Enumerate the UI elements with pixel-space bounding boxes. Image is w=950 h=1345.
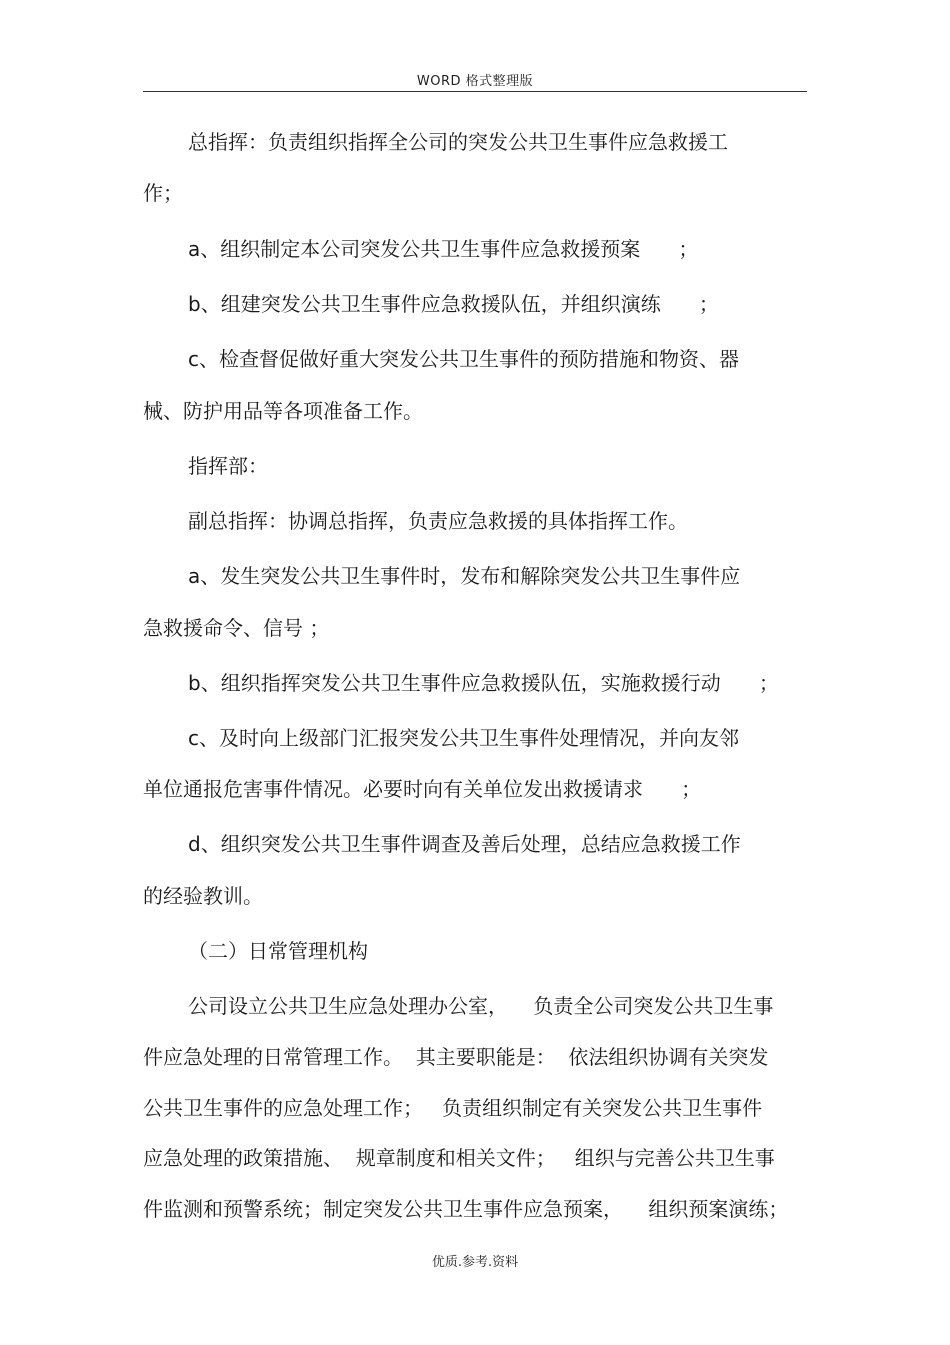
page-header: WORD 格式整理版 (416, 74, 534, 89)
paragraph-line: c、及时向上级部门汇报突发公共卫生事件处理情况，并向友邻 (188, 726, 739, 750)
paragraph-line: 急救援命令、信号 ； (143, 616, 330, 640)
section-heading: （二）日常管理机构 (188, 939, 368, 963)
paragraph-line: 应急处理的政策措施、 规章制度和相关文件； 组织与完善公共卫生事 (143, 1146, 775, 1170)
page-footer: 优质.参考.资料 (431, 1255, 519, 1270)
header-divider (143, 91, 807, 92)
paragraph-line: a、组织制定本公司突发公共卫生事件应急救援预案 ； (188, 237, 699, 261)
paragraph-line: 的经验教训。 (143, 884, 263, 908)
paragraph-line: 件应急处理的日常管理工作。 其主要职能是： 依法组织协调有关突发 (143, 1045, 769, 1069)
paragraph-line: b、组织指挥突发公共卫生事件应急救援队伍，实施救援行动 ； (188, 671, 779, 695)
paragraph-line: 指挥部： (188, 454, 268, 478)
paragraph-line: 作； (143, 181, 183, 205)
paragraph-line: b、组建突发公共卫生事件应急救援队伍，并组织演练 ； (188, 292, 719, 316)
paragraph-line: a、发生突发公共卫生事件时，发布和解除突发公共卫生事件应 (188, 564, 741, 588)
paragraph-line: 公共卫生事件的应急处理工作； 负责组织制定有关突发公共卫生事件 (143, 1096, 763, 1120)
paragraph-line: 公司设立公共卫生应急处理办公室， 负责全公司突发公共卫生事 (188, 994, 774, 1018)
paragraph-line: 械、防护用品等各项准备工作。 (143, 399, 423, 423)
paragraph-line: c、检查督促做好重大突发公共卫生事件的预防措施和物资、器 (188, 347, 739, 371)
paragraph-line: 件监测和预警系统；制定突发公共卫生事件应急预案， 组织预案演练； (143, 1197, 789, 1221)
paragraph-line: 总指挥：负责组织指挥全公司的突发公共卫生事件应急救援工 (188, 130, 728, 154)
paragraph-line: 副总指挥：协调总指挥，负责应急救援的具体指挥工作。 (188, 509, 688, 533)
paragraph-line: d、组织突发公共卫生事件调查及善后处理，总结应急救援工作 (188, 832, 741, 856)
paragraph-line: 单位通报危害事件情况。必要时向有关单位发出救援请求 ； (143, 777, 702, 801)
